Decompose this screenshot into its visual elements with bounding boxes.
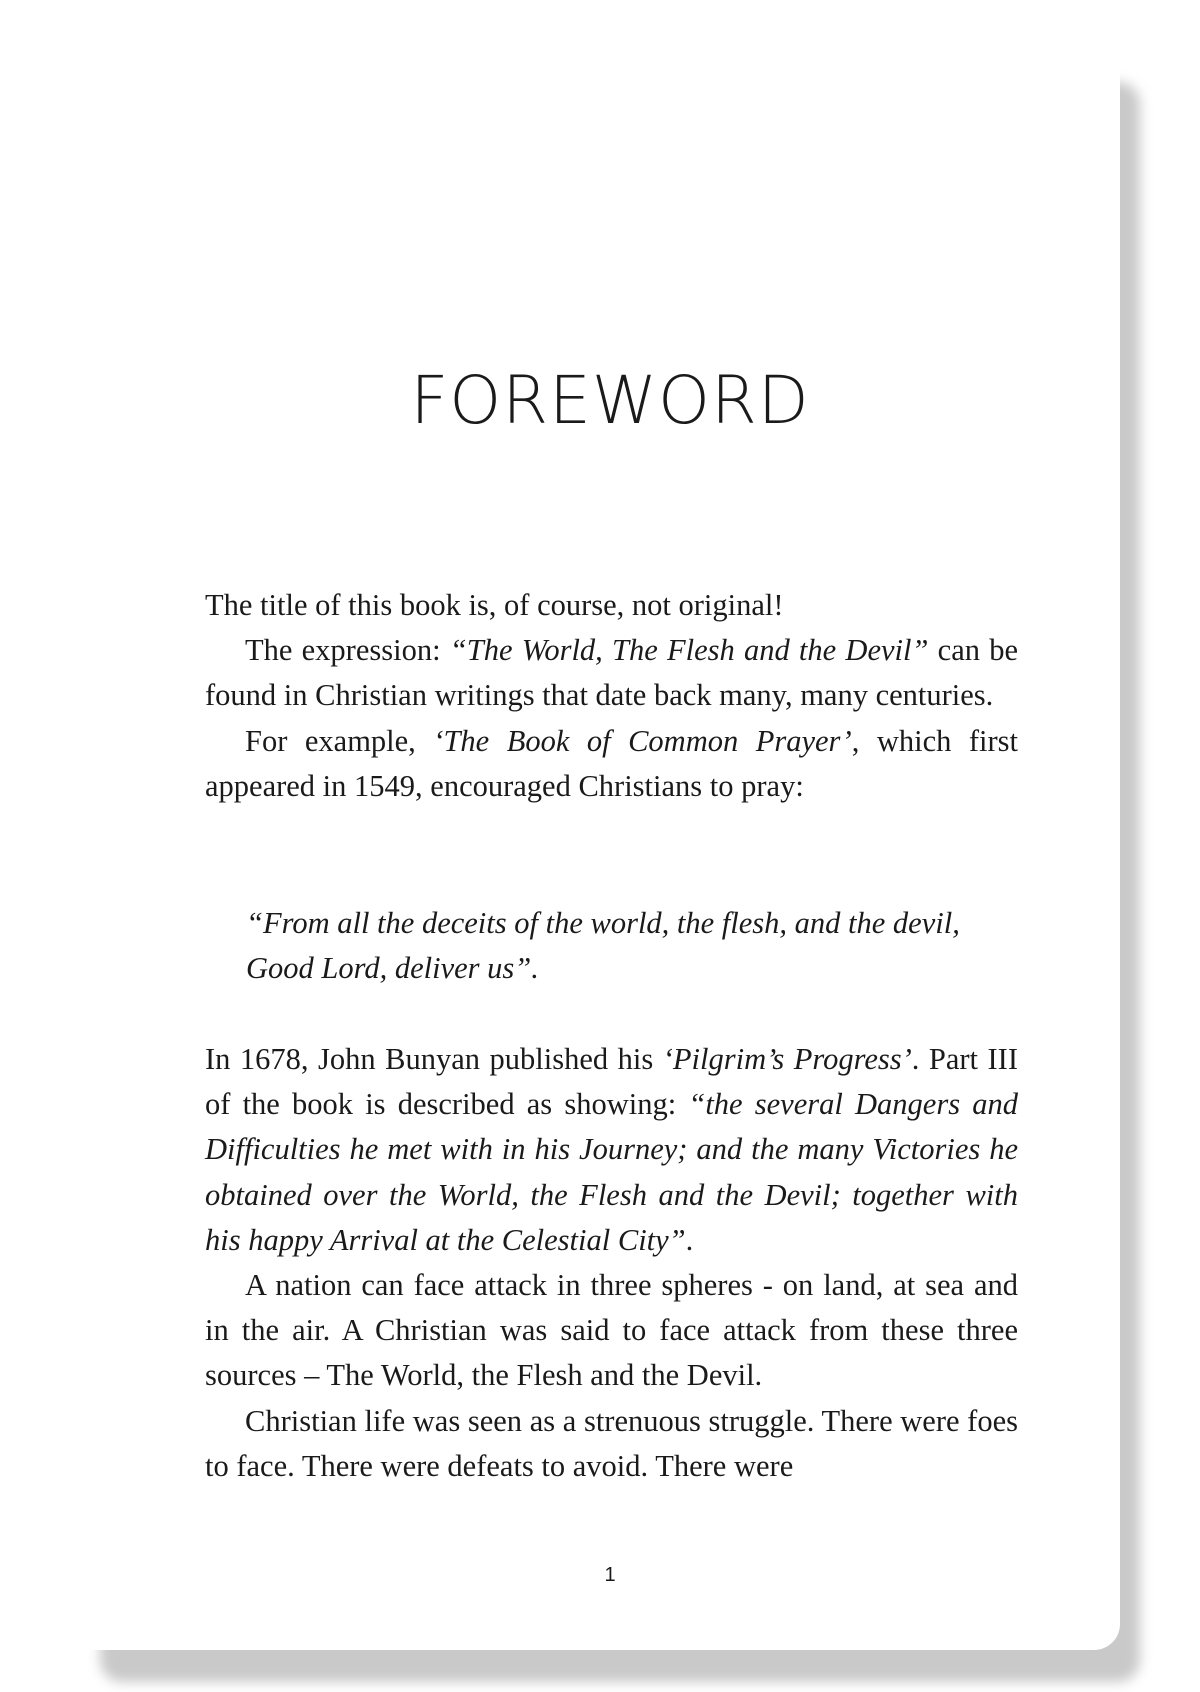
paragraph-4-end: . — [685, 1222, 694, 1257]
prayer-quote — [246, 901, 1006, 991]
paragraph-3-lead: For example, — [245, 723, 434, 758]
book-title-pilgrims-progress: ‘Pilgrim’s Progress’ — [662, 1042, 912, 1076]
paragraph-2 — [205, 628, 1018, 718]
paragraph-3 — [205, 719, 1018, 809]
prayer-line-2: Good Lord, deliver us”. — [246, 951, 539, 986]
paragraph-5: A nation can face attack in three spheres - on land, at sea and in the air. A Christian was said to face attack from these three sources – The World, the Flesh and the Devil. — [205, 1268, 1018, 1393]
paragraph-6: Christian life was seen as a strenuous struggle. There were foes to face. There were defeats to avoid. There were — [205, 1403, 1018, 1483]
paragraph-2-lead: The expression: — [245, 633, 450, 668]
paragraph-4-mid: . Part III of the book is described as showing: — [205, 1042, 1018, 1122]
expression-quote: “The World, The Flesh and the Devil” — [449, 633, 929, 668]
body-text — [205, 1037, 1018, 1489]
paragraph-1: The title of this book is, of course, not original! — [205, 588, 784, 622]
page-number: 1 — [604, 1564, 616, 1586]
pilgrims-progress-quote: “the several Dangers and Difficulties he met with in his Journey; and the many Victories he obtained over the World, the Flesh and the Devil; together with his happy Arrival at the Celestial City” — [205, 1087, 1018, 1257]
prayer-line-1: “From all the deceits of the world, the flesh, and the devil, — [246, 906, 960, 940]
paragraph-4-lead: In 1678, John Bunyan published his — [205, 1042, 663, 1076]
paragraph-4 — [205, 1037, 1018, 1263]
intro-text — [205, 583, 1018, 809]
page-title: FOREWORD — [410, 362, 810, 439]
paragraph-2-rest: can be found in Christian writings that date back many, many centuries. — [205, 633, 1018, 713]
book-title-common-prayer: ‘The Book of Common Prayer’ — [433, 723, 852, 758]
paragraph-3-rest: , which first appeared in 1549, encouraged Christians to pray: — [205, 723, 1018, 803]
